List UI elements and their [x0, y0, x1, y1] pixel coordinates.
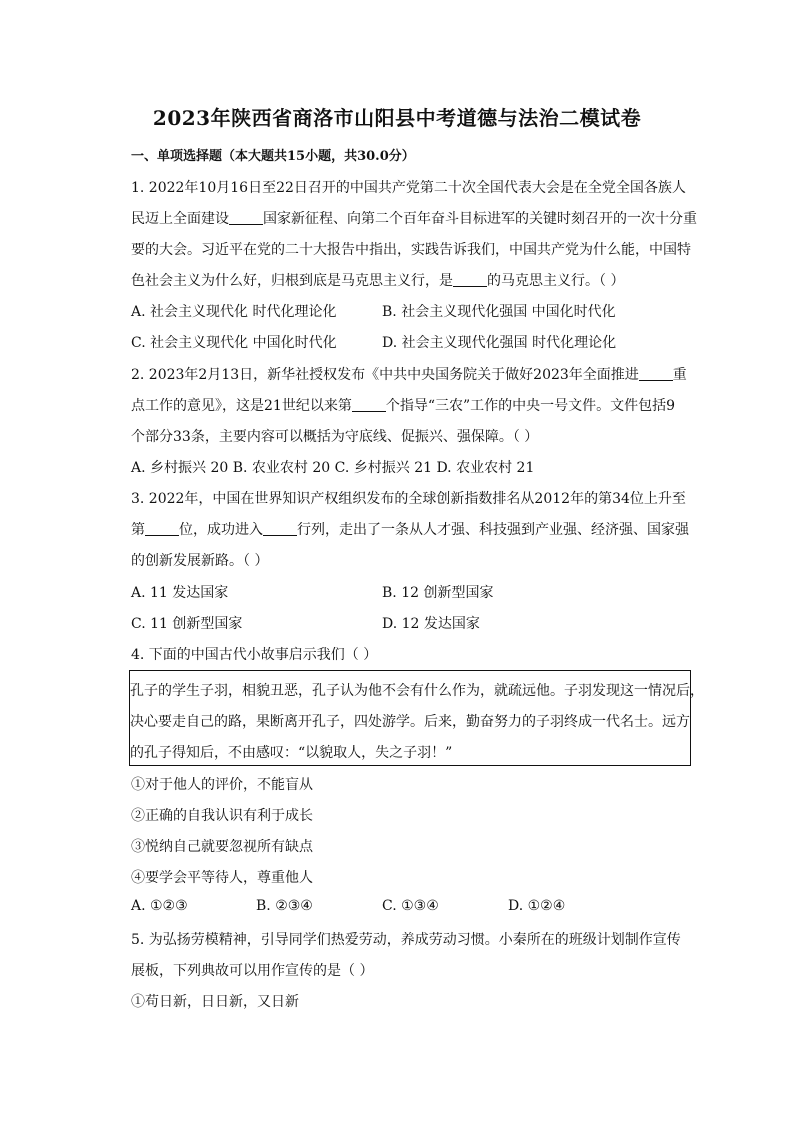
q5-line-1: 5. 为弘扬劳模精神，引导同学们热爱劳动，养成劳动习惯。小秦所在的班级计划制作宣传 [131, 932, 681, 948]
q4-stem: 4. 下面的中国古代小故事启示我们（ ） [131, 647, 378, 663]
q3-option-d: D. 12 发达国家 [382, 616, 480, 632]
q2-line-2: 点工作的意见》，这是21世纪以来第 个指导“三农”工作的中央一号文件。文件包括9 [131, 398, 676, 414]
story-line-3: 的孔子得知后，不由感叹：“以貌取人，失之子羽！” [130, 745, 453, 761]
exam-title: 2023年陕西省商洛市山阳县中考道德与法治二模试卷 [152, 106, 642, 130]
section-heading: 一、单项选择题（本大题共15小题，共30.0分） [131, 149, 415, 164]
answer-blank [229, 210, 263, 225]
answer-blank [453, 272, 487, 287]
answer-blank [352, 397, 386, 412]
story-line-2: 决心要走自己的路，果断离开孔子，四处游学。后来，勤奋努力的子羽终成一代名士。远方 [130, 714, 690, 730]
answer-blank [639, 366, 673, 381]
q5-statement-1: ①苟日新，日日新，又日新 [131, 994, 299, 1010]
q3-line-3: 的创新发展新路。（ ） [131, 553, 269, 569]
q2-line-3: 个部分33条，主要内容可以概括为守底线、促振兴、强保障。（ ） [131, 429, 539, 445]
q4-statement-4: ④要学会平等待人，尊重他人 [131, 870, 313, 886]
story-line-1: 孔子的学生子羽，相貌丑恶，孔子认为他不会有什么作为，就疏远他。子羽发现这一情况后， [130, 683, 704, 699]
q4-statement-1: ①对于他人的评价，不能盲从 [131, 777, 313, 793]
answer-blank [145, 521, 179, 536]
q1-option-b: B. 社会主义现代化强国 中国化时代化 [382, 304, 616, 320]
q3-option-b: B. 12 创新型国家 [382, 585, 494, 601]
q4-option-d: D. ①②④ [508, 898, 566, 914]
q3-option-c: C. 11 创新型国家 [131, 616, 243, 632]
q3-option-a: A. 11 发达国家 [131, 585, 229, 601]
q4-option-a: A. ①②③ [131, 898, 188, 914]
q1-line-2: 民迈上全面建设 国家新征程、向第二个百年奋斗目标进军的关键时刻召开的一次十分重 [131, 211, 697, 227]
q5-line-2: 展板，下列典故可以用作宣传的是（ ） [131, 963, 374, 979]
q4-statement-2: ②正确的自我认识有利于成长 [131, 808, 313, 824]
q4-option-c: C. ①③④ [382, 898, 439, 914]
q1-line-1: 1. 2022年10月16日至22日召开的中国共产党第二十次全国代表大会是在全党全国各族人 [131, 180, 686, 196]
q1-option-a: A. 社会主义现代化 时代化理论化 [131, 304, 337, 320]
q4-option-b: B. ②③④ [256, 898, 313, 914]
answer-blank [263, 521, 297, 536]
q2-line-1: 2. 2023年2月13日，新华社授权发布《中共中央国务院关于做好2023年全面推进 重 [131, 367, 687, 383]
q1-line-4: 色社会主义为什么好，归根到底是马克思主义行，是 的马克思主义行。（ ） [131, 273, 625, 289]
q3-line-1: 3. 2022年，中国在世界知识产权组织发布的全球创新指数排名从2012年的第34位上升至 [131, 491, 686, 507]
q2-options: A. 乡村振兴 20 B. 农业农村 20 C. 乡村振兴 21 D. 农业农村 21 [131, 460, 535, 476]
q3-line-2: 第 位，成功进入 行列，走出了一条从人才强、科技强到产业强、经济强、国家强 [131, 522, 689, 538]
q4-statement-3: ③悦纳自己就要忽视所有缺点 [131, 839, 313, 855]
q1-line-3: 要的大会。习近平在党的二十大报告中指出，实践告诉我们，中国共产党为什么能，中国特 [131, 242, 691, 258]
q1-option-d: D. 社会主义现代化强国 时代化理论化 [382, 335, 617, 351]
story-box [129, 670, 704, 766]
q1-option-c: C. 社会主义现代化 中国化时代化 [131, 335, 337, 351]
